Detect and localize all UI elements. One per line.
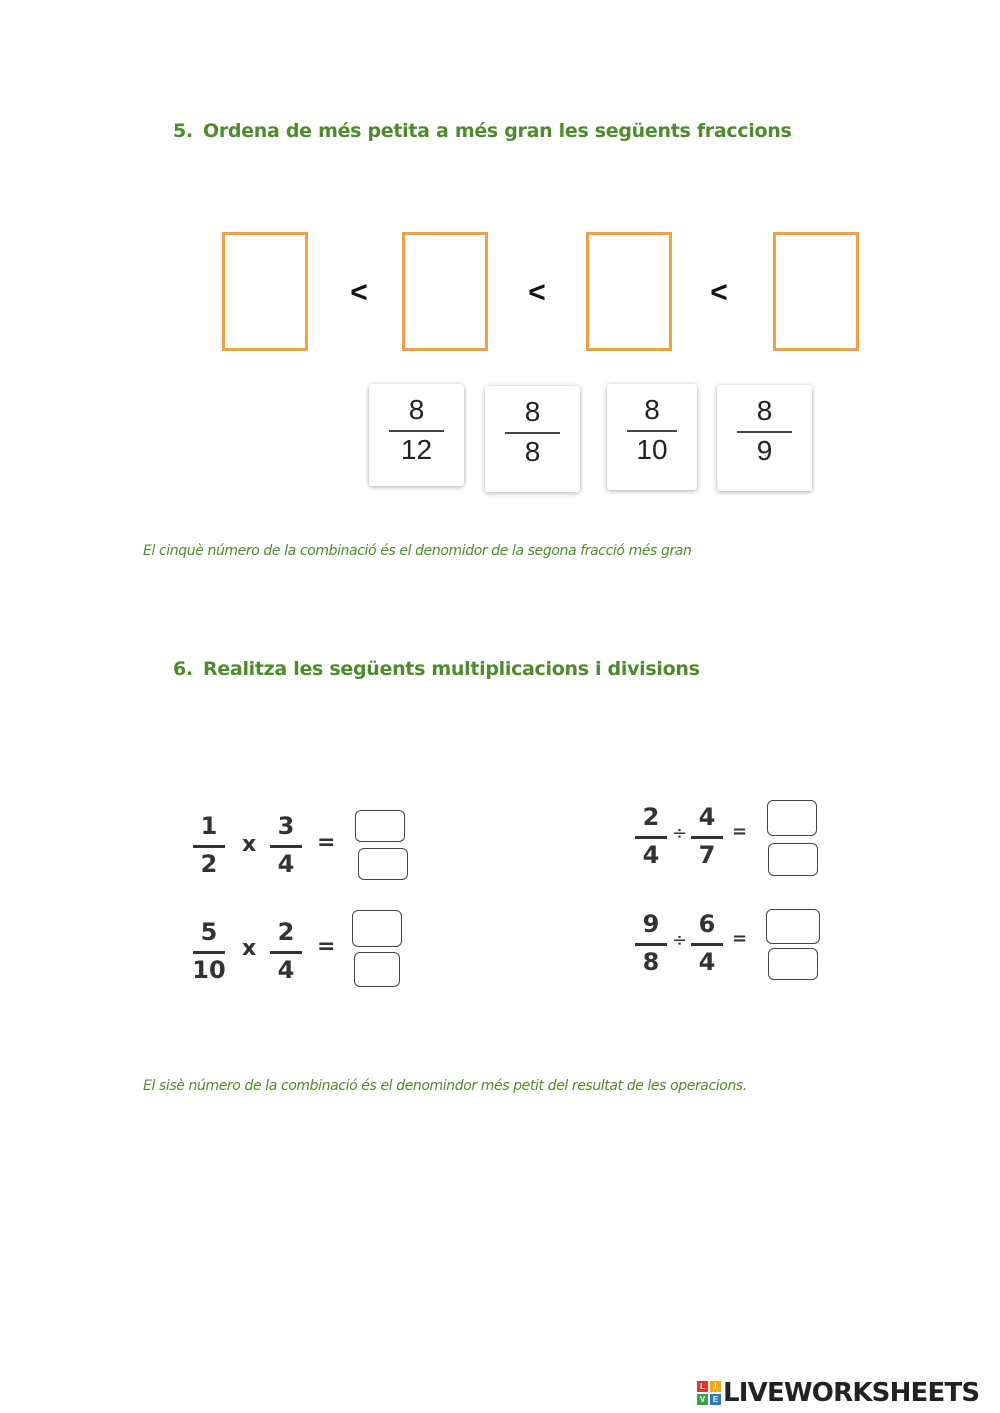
fraction-bar <box>270 951 302 954</box>
numerator: 2 <box>642 803 660 831</box>
denominator: 4 <box>277 850 295 878</box>
less-than-sign-2: < <box>528 276 546 309</box>
denominator: 10 <box>192 956 226 984</box>
answer-numerator-input[interactable] <box>352 910 402 947</box>
denominator: 7 <box>698 841 716 869</box>
fraction-card-8-10[interactable] <box>607 384 697 490</box>
less-than-sign-1: < <box>350 276 368 309</box>
logo-block-l: L <box>697 1381 708 1392</box>
answer-numerator-input[interactable] <box>766 909 820 944</box>
fraction-2-4 <box>629 803 673 873</box>
logo-text: LIVEWORKSHEETS <box>723 1378 980 1408</box>
equals-sign: = <box>317 934 336 959</box>
numerator: 4 <box>698 803 716 831</box>
fraction-4-7 <box>685 803 729 873</box>
card-numerator: 8 <box>644 394 660 425</box>
denominator: 4 <box>642 841 660 869</box>
card-denominator: 10 <box>636 434 668 465</box>
logo-block-i: I <box>710 1381 721 1392</box>
divide-sign: ÷ <box>672 823 688 844</box>
equals-sign: = <box>317 830 336 855</box>
fraction-bar <box>270 845 302 848</box>
fraction-5-10 <box>187 918 231 988</box>
fraction-bar <box>193 951 225 954</box>
answer-denominator-input[interactable] <box>768 948 818 980</box>
logo-blocks-icon <box>697 1381 721 1405</box>
answer-denominator-input[interactable] <box>358 848 408 880</box>
answer-denominator-input[interactable] <box>768 843 818 876</box>
multiply-sign: x <box>242 832 257 857</box>
liveworksheets-logo <box>697 1375 979 1411</box>
denominator: 4 <box>277 956 295 984</box>
q5-note: El cinquè número de la combinació és el denomidor de la segona fracció més gran <box>143 543 692 559</box>
numerator: 3 <box>277 812 295 840</box>
answer-slot-2[interactable] <box>402 232 488 351</box>
card-numerator: 8 <box>756 395 773 426</box>
answer-numerator-input[interactable] <box>767 800 817 836</box>
fraction-2-4 <box>264 918 308 988</box>
logo-block-e: E <box>710 1394 721 1405</box>
less-than-sign-3: < <box>710 276 728 309</box>
numerator: 5 <box>200 918 218 946</box>
multiply-sign: x <box>242 936 257 961</box>
card-numerator: 8 <box>408 394 425 425</box>
card-denominator: 12 <box>400 434 433 465</box>
logo-block-v: V <box>697 1394 708 1405</box>
fraction-6-4 <box>685 910 729 980</box>
denominator: 4 <box>698 948 716 976</box>
answer-slot-1[interactable] <box>222 232 308 351</box>
denominator: 8 <box>642 948 660 976</box>
fraction-card-8-8[interactable] <box>485 386 580 492</box>
card-denominator: 9 <box>756 435 773 466</box>
fraction-card-8-9[interactable] <box>717 385 812 491</box>
q6-heading <box>173 658 700 680</box>
numerator: 2 <box>277 918 295 946</box>
fraction-9-8 <box>629 910 673 980</box>
denominator: 2 <box>200 850 218 878</box>
q6-title: Realitza les següents multiplicacions i divisions <box>203 658 700 680</box>
q6-number: 6. <box>173 658 193 680</box>
fraction-bar <box>389 430 444 432</box>
fraction-card-8-12[interactable] <box>369 384 464 486</box>
card-numerator: 8 <box>524 396 541 427</box>
equals-sign: = <box>732 821 748 842</box>
fraction-bar <box>691 943 723 946</box>
q5-heading <box>173 120 792 142</box>
equals-sign: = <box>732 928 748 949</box>
answer-numerator-input[interactable] <box>355 810 405 842</box>
fraction-bar <box>737 431 792 433</box>
answer-slot-3[interactable] <box>586 232 672 351</box>
answer-denominator-input[interactable] <box>354 952 400 987</box>
fraction-1-2 <box>187 812 231 882</box>
numerator: 9 <box>642 910 660 938</box>
fraction-bar <box>635 943 667 946</box>
answer-slot-4[interactable] <box>773 232 859 351</box>
q6-note: El sisè número de la combinació és el denomindor més petit del resultat de les operacions. <box>143 1078 747 1094</box>
fraction-bar <box>193 845 225 848</box>
divide-sign: ÷ <box>672 930 688 951</box>
numerator: 1 <box>200 812 218 840</box>
card-denominator: 8 <box>524 436 541 467</box>
numerator: 6 <box>698 910 716 938</box>
fraction-bar <box>635 836 667 839</box>
fraction-bar <box>505 432 560 434</box>
q5-title: Ordena de més petita a més gran les següents fraccions <box>203 120 792 142</box>
q5-number: 5. <box>173 120 193 142</box>
fraction-bar <box>627 430 677 432</box>
fraction-3-4 <box>264 812 308 882</box>
fraction-bar <box>691 836 723 839</box>
